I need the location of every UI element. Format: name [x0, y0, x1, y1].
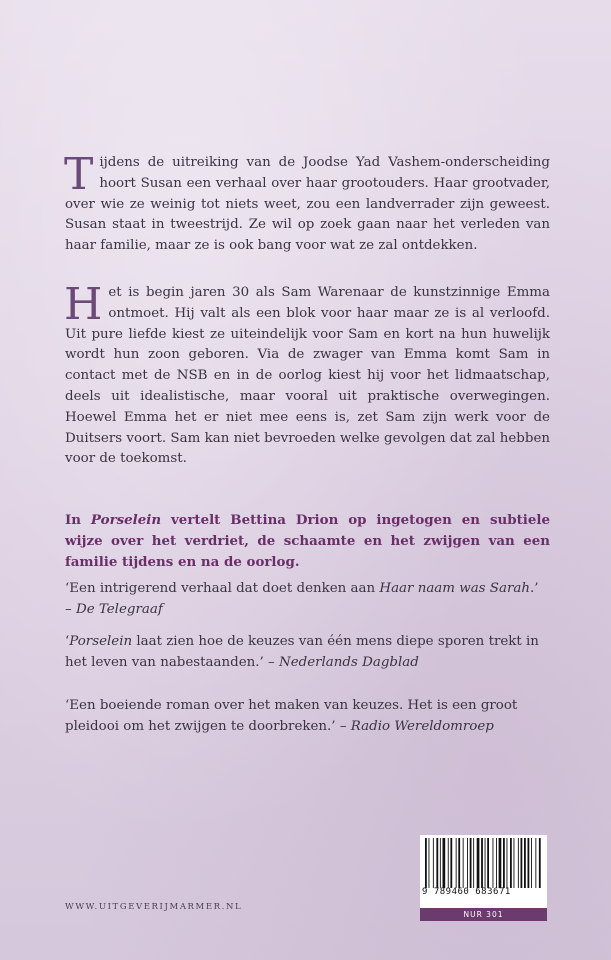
- barcode-bar: [531, 838, 532, 888]
- quote-italic: Porselein: [69, 634, 133, 649]
- barcode-bar: [467, 838, 468, 888]
- summary-prefix: In: [65, 512, 91, 528]
- synopsis-paragraph-1: [64, 149, 550, 257]
- nur-label: NUR 301: [420, 908, 547, 921]
- quote-text: laat zien hoe de keuzes van één mens diepe sporen trekt in het leven van nabestaanden.’ –: [65, 634, 539, 670]
- book-title: Porselein: [90, 512, 162, 528]
- barcode-bar: [521, 838, 523, 888]
- barcode-bar: [481, 838, 483, 888]
- barcode-bar: [448, 838, 449, 888]
- barcode-bar: [440, 838, 441, 888]
- barcode-bars: [424, 838, 543, 888]
- barcode-bar: [503, 838, 505, 888]
- barcode-bar: [496, 838, 497, 888]
- barcode-bar: [510, 838, 512, 888]
- barcode-bar: [493, 838, 494, 888]
- barcode-bar: [524, 838, 526, 888]
- barcode-bar: [433, 838, 434, 888]
- review-quote: [65, 695, 550, 737]
- quote-source: – De Telegraaf: [65, 602, 163, 617]
- barcode-bar: [499, 838, 502, 888]
- quote-source: Nederlands Dagblad: [278, 655, 419, 670]
- barcode-bar: [487, 838, 489, 888]
- review-quote: [65, 578, 550, 620]
- barcode-bar: [463, 838, 464, 888]
- barcode-bar: [539, 838, 541, 888]
- publisher-website: WWW.UITGEVERIJMARMER.NL: [65, 902, 243, 912]
- barcode-bar: [477, 838, 480, 888]
- barcode-bar: [485, 838, 486, 888]
- paragraph-text: ijdens de uitreiking van de Joodse Yad Vashem-onderscheiding hoort Susan een verhaal over haar grootouders. Haar grootvader, over wie ze weinig tot niets weet, zou een landverrader zijn geweest. Susan staat in tweestrijd. Ze wil op zoek gaan naar het verleden van haar familie, maar ze is ook bang voor wat ze zal ontdekken.: [65, 155, 550, 254]
- barcode-bar: [458, 838, 460, 888]
- barcode-bar: [436, 838, 438, 888]
- isbn-barcode: [420, 835, 547, 908]
- barcode-bar: [456, 838, 457, 888]
- barcode-bar: [528, 838, 530, 888]
- barcode-bar: [429, 838, 430, 888]
- review-quote: [65, 631, 550, 673]
- barcode-bar: [443, 838, 446, 888]
- isbn-number: 9 789460 683671: [422, 887, 511, 897]
- paragraph-text: et is begin jaren 30 als Sam Warenaar de kunstzinnige Emma ontmoet. Hij valt als een blok voor haar maar ze is al verloofd. Uit pure liefde kiest ze uiteindelijk voor Sam en kort na hun huwelijk wordt hun zoon geboren. Via de zwager van Emma komt Sam in contact met de NSB en in de oorlog kiest hij voor het lidmaatschap, deels uit idealistische, maar vooral uit praktische overwegingen. Hoewel Emma het er niet mee eens is, zet Sam zijn werk voor de Duitsers voort. Sam kan niet bevroeden welke gevolgen dat zal hebben voor de toekomst.: [65, 285, 550, 467]
- quote-open: ‘: [65, 634, 70, 649]
- dropcap-letter: T: [64, 149, 94, 200]
- barcode-bar: [473, 838, 474, 888]
- summary-text: vertelt Bettina Drion op ingetogen en subtiele wijze over het verdriet, de schaamte en het zwijgen van een familie tijdens en na de oorlog.: [65, 512, 550, 570]
- barcode-bar: [518, 838, 519, 888]
- barcode-bar: [507, 838, 508, 888]
- barcode-bar: [470, 838, 472, 888]
- quote-text: ‘Een boeiende roman over het maken van keuzes. Het is een groot pleidooi om het zwijgen te doorbreken.’ –: [65, 698, 518, 734]
- barcode-bar: [514, 838, 515, 888]
- book-summary-highlight: [65, 510, 550, 572]
- quote-text: ‘Een intrigerend verhaal dat doet denken aan: [65, 581, 380, 596]
- quote-end: .’: [529, 581, 539, 596]
- quote-italic: Haar naam was Sarah: [379, 581, 530, 596]
- barcode-bar: [535, 838, 536, 888]
- synopsis-paragraph-2: [64, 279, 550, 470]
- dropcap-letter: H: [64, 279, 103, 330]
- barcode-bar: [425, 838, 427, 888]
- quote-source: Radio Wereldomroep: [350, 719, 494, 734]
- barcode-bar: [450, 838, 452, 888]
